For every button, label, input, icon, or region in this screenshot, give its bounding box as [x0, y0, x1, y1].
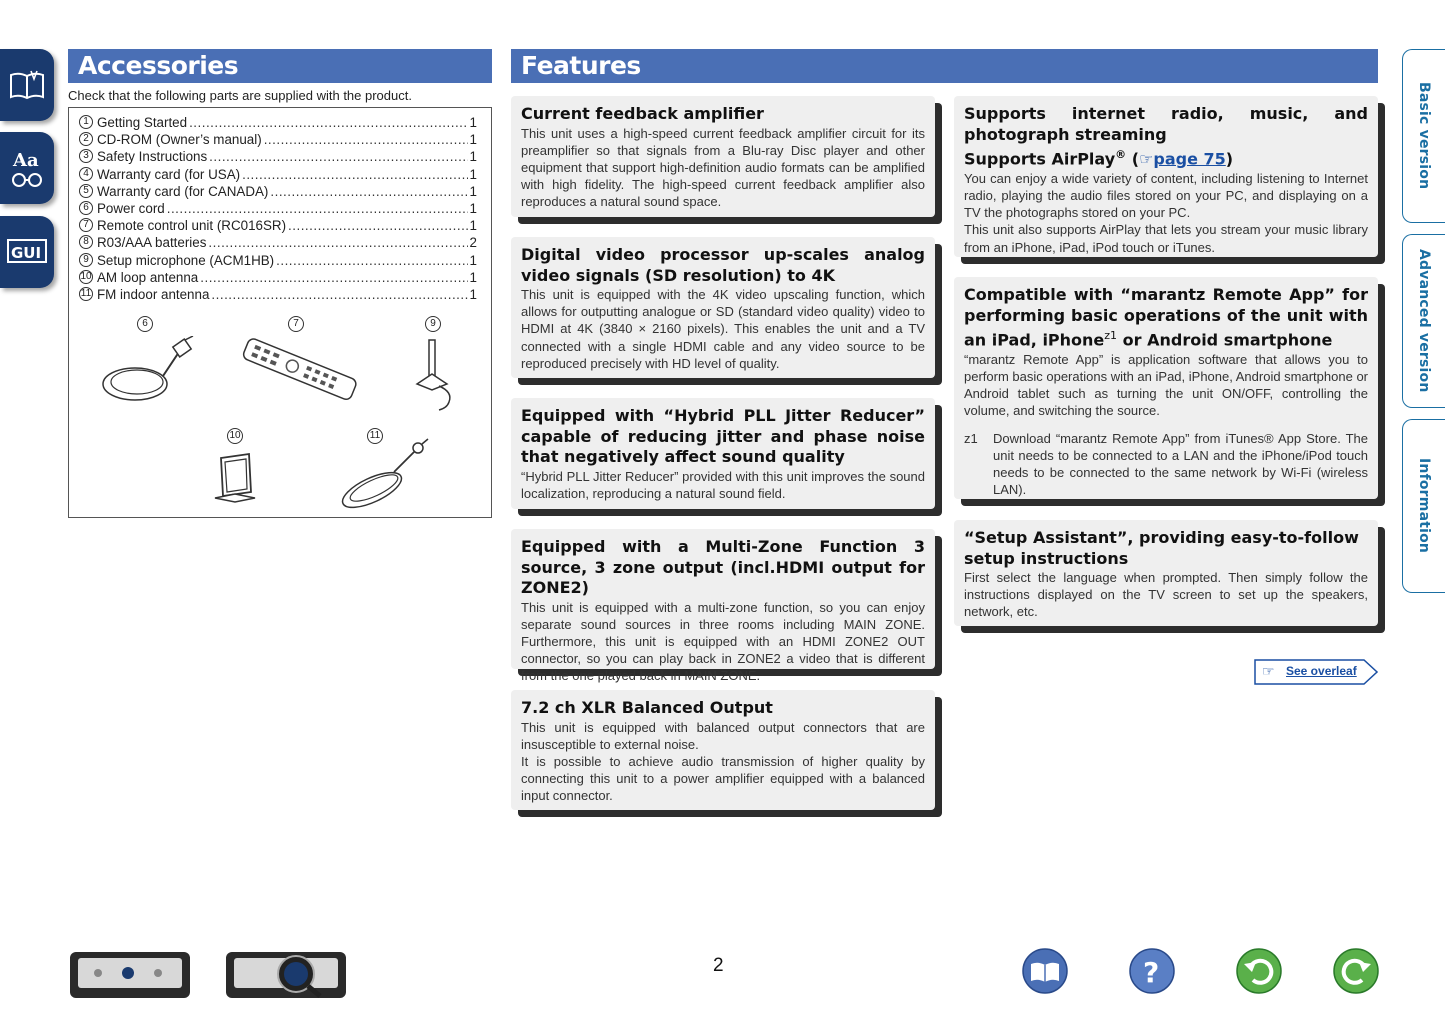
contents-button[interactable]: [1022, 948, 1068, 994]
page-number: 2: [713, 955, 724, 976]
feature-card-current-feedback: [511, 96, 935, 217]
accessory-item: [79, 286, 477, 303]
gui-tab[interactable]: [0, 216, 54, 288]
book-tab[interactable]: [0, 49, 54, 121]
accessory-item: [79, 234, 477, 251]
leader-dots: [189, 114, 467, 131]
leader-dots: [208, 234, 467, 251]
accessory-number: 5: [79, 184, 93, 198]
accessory-item: [79, 114, 477, 131]
accessory-label: Setup microphone (ACM1HB): [97, 252, 275, 268]
figure-label-remote: 7: [288, 316, 304, 332]
accessory-quantity: 1: [469, 287, 477, 303]
power-cord-image: [97, 336, 197, 406]
feature-body: First select the language when prompted. Then simply follow the instructions displayed on the TV screen to set up the speakers, network, etc.: [964, 570, 1368, 620]
accessory-label: Warranty card (for USA): [97, 166, 241, 182]
back-button[interactable]: [1236, 948, 1282, 994]
accessory-label: FM indoor antenna: [97, 287, 210, 303]
tab-basic-version[interactable]: [1402, 49, 1445, 223]
airplay-label: Supports AirPlay: [964, 149, 1116, 169]
figure-label-power-cord: 6: [137, 316, 153, 332]
accessory-item: [79, 269, 477, 286]
accessory-label: Remote control unit (RC016SR): [97, 218, 287, 234]
text-size-icon: [7, 144, 47, 192]
accessory-item: [79, 200, 477, 217]
tab-advanced-version[interactable]: [1402, 234, 1445, 408]
feature-card-jitter-reducer: [511, 398, 935, 509]
accessory-number: 2: [79, 132, 93, 146]
see-overleaf-label: See overleaf: [1286, 664, 1357, 678]
page-75-link[interactable]: page 75: [1153, 149, 1226, 169]
feature-body-2: It is possible to achieve audio transmission of higher quality by connecting this unit to a power amplifier equipped with a balanced input connector.: [521, 753, 925, 804]
feature-title: Equipped with a Multi-Zone Function 3 source, 3 zone output (incl.HDMI output for ZONE2): [521, 537, 925, 597]
accessory-quantity: 1: [469, 269, 477, 285]
forward-arrow-icon: [1333, 948, 1379, 994]
accessory-item: [79, 131, 477, 148]
footnote: [964, 430, 1368, 499]
figure-label-microphone: 9: [425, 316, 441, 332]
feature-title: 7.2 ch XLR Balanced Output: [521, 698, 773, 717]
footnote-mark: z1: [964, 430, 978, 446]
feature-subtitle: Supports AirPlay® (☞page 75): [964, 148, 1234, 169]
accessories-heading: Accessories: [68, 49, 492, 83]
feature-body-2: This unit also supports AirPlay that lets you stream your music library from an iPhone, iPad, iPod touch or iTunes.: [964, 222, 1368, 255]
feature-title-end: or Android smartphone: [1117, 330, 1333, 350]
help-button[interactable]: [1129, 948, 1175, 994]
display-button[interactable]: [224, 948, 352, 1002]
accessory-number: 1: [79, 115, 93, 129]
feature-body: This unit uses a high-speed current feedback amplifier circuit for its preamplifier so that signals from a Blu-ray Disc player and other equipment that support high-definition audio formats can be amplified with high fidelity. The high-speed current feedback amplifier also reproduces a natural sound space.: [521, 125, 925, 210]
svg-text:?: ?: [1143, 956, 1160, 989]
forward-button[interactable]: [1333, 948, 1379, 994]
accessory-label: R03/AAA batteries: [97, 235, 207, 251]
book-icon: [1022, 948, 1068, 994]
tab-information-label: Information: [1416, 458, 1432, 554]
accessory-quantity: 1: [469, 166, 477, 182]
fm-indoor-antenna-image: [334, 436, 434, 511]
feature-title-main: Compatible with “marantz Remote App” for performing basic operations of the unit with an iPad, iPhone: [964, 285, 1368, 350]
feature-title: Equipped with “Hybrid PLL Jitter Reducer” capable of reducing jitter and phase noise that negatively affect sound quality: [521, 406, 925, 466]
figure-label-am-antenna: 10: [227, 428, 243, 444]
display-icon: [224, 948, 352, 1002]
accessory-number: 11: [80, 288, 92, 300]
feature-title: Supports internet radio, music, and photograph streaming: [964, 104, 1368, 144]
accessory-number: 9: [79, 253, 93, 267]
accessory-item: [79, 166, 477, 183]
accessory-quantity: 1: [469, 218, 477, 234]
accessory-label: Warranty card (for CANADA): [97, 183, 269, 199]
book-icon: [7, 67, 47, 103]
accessories-box: [68, 107, 492, 518]
feature-card-setup-assistant: [954, 520, 1378, 626]
pointing-hand-icon: ☞: [1262, 663, 1275, 679]
feature-body: This unit is equipped with the 4K video upscaling function, which allows for outputting analogue or SD (standard video quality) video to HDMI at 4K (3840 × 2160 pixels). This enables the unit and a TV connected with a single HDMI cable and any video source to be reproduced precisely with HD level of quality.: [521, 287, 925, 371]
feature-card-multi-zone: [511, 529, 935, 684]
accessory-label: Safety Instructions: [97, 149, 208, 165]
feature-title: Current feedback amplifier: [521, 104, 764, 123]
features-heading: Features: [511, 49, 1378, 83]
accessory-quantity: 1: [469, 201, 477, 217]
feature-title: Digital video processor up-scales analog video signals (SD resolution) to 4K: [521, 245, 925, 285]
accessory-label: AM loop antenna: [97, 269, 199, 285]
accessory-item: [79, 183, 477, 200]
accessory-number: 10: [80, 270, 92, 282]
accessory-label: CD-ROM (Owner’s manual): [97, 132, 262, 148]
accessory-quantity: 1: [469, 115, 477, 130]
leader-dots: [264, 131, 468, 148]
accessories-list: [79, 114, 477, 303]
feature-card-xlr-output: [511, 690, 935, 810]
am-loop-antenna-image: [209, 450, 269, 506]
tab-information[interactable]: [1402, 419, 1445, 593]
see-overleaf-button[interactable]: [1254, 659, 1378, 685]
question-icon: [1129, 948, 1175, 994]
accessory-item: [79, 252, 477, 269]
registered-mark: ®: [1115, 148, 1127, 161]
front-panel-icon: [68, 948, 196, 1002]
tab-advanced-version-label: Advanced version: [1416, 249, 1432, 393]
feature-body: You can enjoy a wide variety of content, including listening to Internet radio, playing the audio files stored on your PC, and displaying on a TV the photographs stored on your PC.: [964, 170, 1368, 221]
leader-dots: [270, 183, 467, 200]
feature-title: “Setup Assistant”, providing easy-to-follow setup instructions: [964, 528, 1359, 568]
feature-card-streaming: [954, 96, 1378, 257]
feature-card-remote-app: [954, 277, 1378, 499]
footnote-ref: z1: [1104, 329, 1118, 342]
feature-title: [964, 285, 1368, 351]
accessory-number: 4: [79, 167, 93, 181]
remote-control-image: [239, 336, 359, 406]
svg-text:GUI: GUI: [11, 244, 42, 262]
accessory-number: 3: [79, 149, 93, 163]
accessory-quantity: 1: [469, 149, 477, 165]
accessory-number: 6: [79, 201, 93, 215]
accessory-quantity: 1: [469, 132, 477, 148]
accessory-item: [79, 148, 477, 165]
accessory-quantity: 1: [469, 183, 477, 199]
footnote-text: Download “marantz Remote App” from iTunes® App Store. The unit needs to be connected to a LAN and the iPhone/iPod touch needs to be connected to the same network by Wi-Fi (wireless LAN).: [993, 430, 1368, 498]
leader-dots: [276, 252, 467, 269]
accessory-number: 8: [79, 235, 93, 249]
accessory-quantity: 1: [469, 252, 477, 268]
accessory-item: [79, 217, 477, 234]
accessory-label: Getting Started: [97, 115, 188, 130]
front-panel-button[interactable]: [68, 948, 196, 1002]
feature-body: “marantz Remote App” is application software that allows you to perform basic operations with an iPad, iPhone, Android smartphone or Android tablet such as turning the unit ON/OFF, controlling the volume, and switching the source.: [964, 351, 1368, 419]
feature-body: “Hybrid PLL Jitter Reducer” provided with this unit improves the sound localization, reproducing a natural sound field.: [521, 468, 925, 501]
gui-icon: [6, 237, 48, 267]
svg-text:Aa: Aa: [13, 150, 39, 171]
leader-dots: [288, 217, 468, 234]
leader-dots: [167, 200, 468, 217]
figure-label-fm-antenna: 11: [367, 428, 383, 444]
accessory-label: Power cord: [97, 201, 165, 217]
tab-basic-version-label: Basic version: [1416, 82, 1432, 190]
feature-body: This unit is equipped with balanced output connectors that are insusceptible to external noise.: [521, 719, 925, 752]
accessory-number: 7: [79, 218, 93, 232]
leader-dots: [209, 148, 467, 165]
text-size-tab[interactable]: [0, 132, 54, 204]
pointing-hand-icon: ☞: [1139, 149, 1154, 169]
accessories-intro: Check that the following parts are supplied with the product.: [68, 88, 412, 103]
feature-card-video-upscale: [511, 237, 935, 378]
feature-body: This unit is equipped with a multi-zone function, so you can enjoy separate sound sources in three rooms including MAIN ZONE. Furthermore, this unit is equipped with an HDMI ZONE2 OUT connector, so you can play back in ZONE2 a video that is different from the one played back in MAIN ZONE.: [521, 599, 925, 684]
leader-dots: [200, 269, 467, 286]
leader-dots: [242, 166, 467, 183]
setup-microphone-image: [409, 336, 469, 411]
leader-dots: [211, 286, 467, 303]
back-arrow-icon: [1236, 948, 1282, 994]
accessory-quantity: 2: [469, 235, 477, 251]
